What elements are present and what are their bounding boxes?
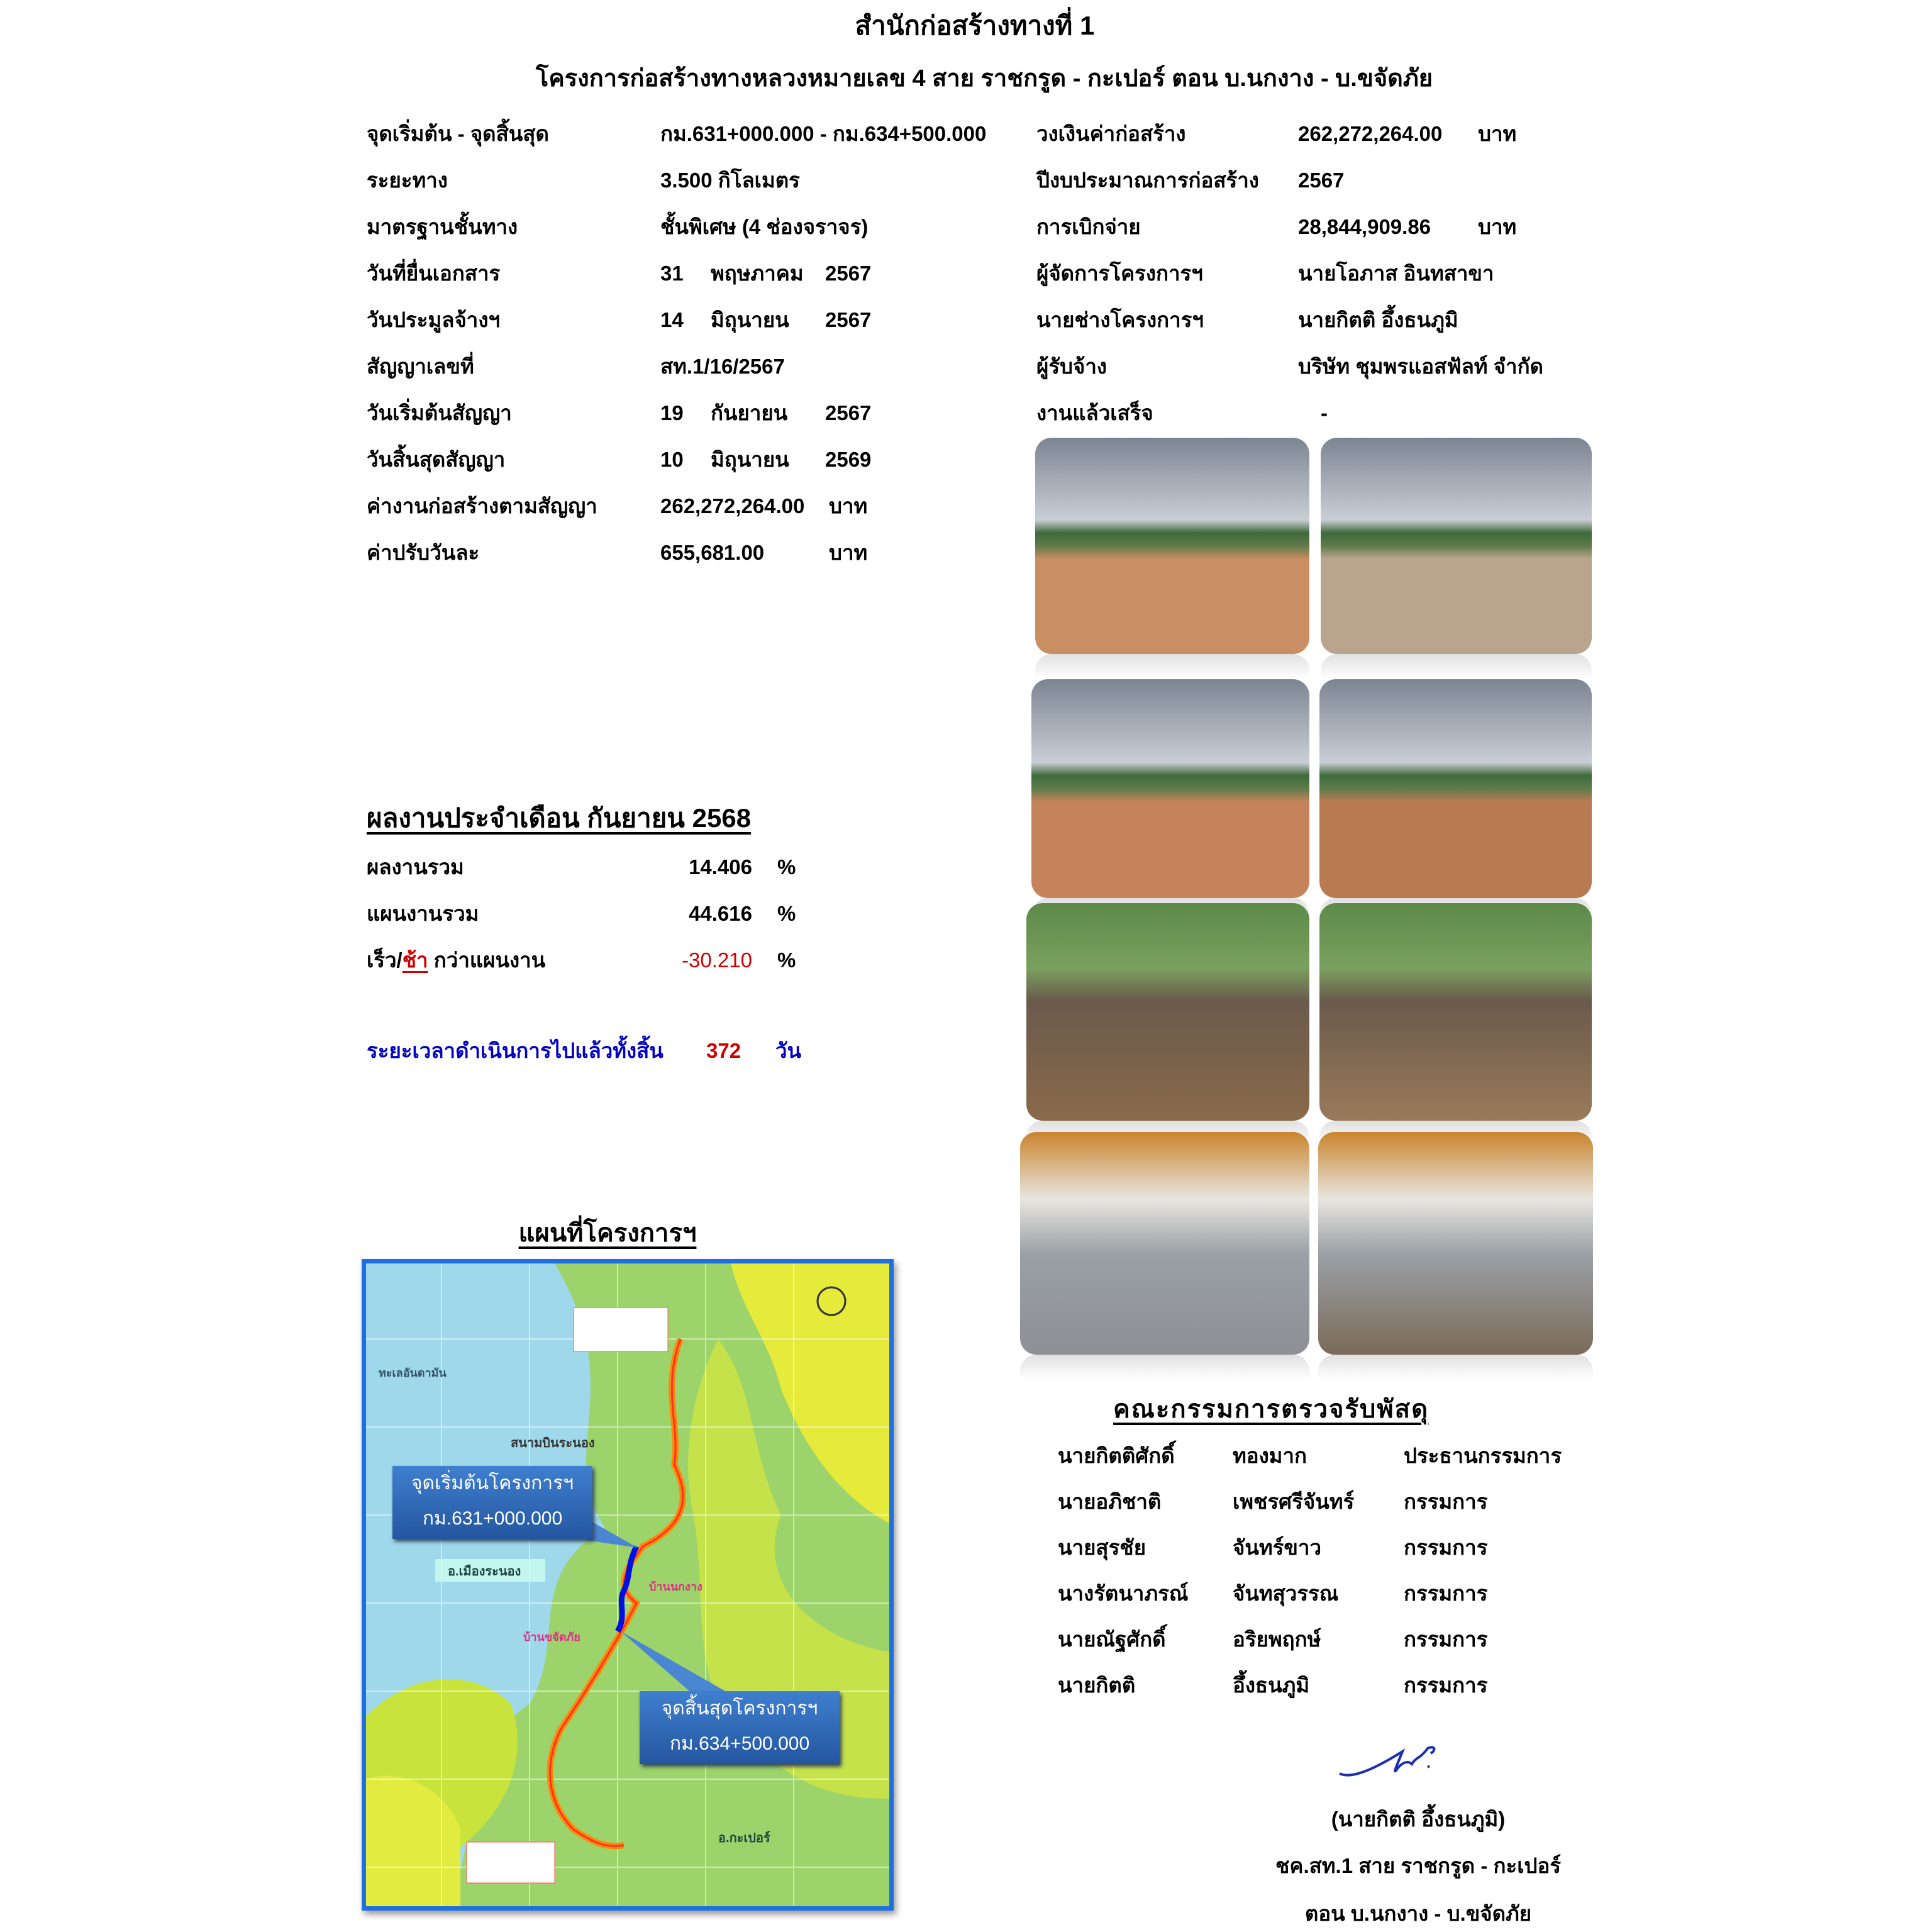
- info-day: 19: [660, 401, 684, 425]
- info-year: 2567: [825, 262, 872, 285]
- info-value: กม.631+000.000 - กม.634+500.000: [660, 122, 987, 145]
- info-label: นายช่างโครงการฯ: [1036, 308, 1204, 331]
- project-map: [362, 1259, 894, 1911]
- map-title: แผนที่โครงการฯ: [518, 1219, 697, 1247]
- map-graphic: [366, 1263, 894, 1911]
- info-label: สัญญาเลขที่: [367, 355, 474, 378]
- progress-label-rest: กว่าแผนงาน: [428, 948, 546, 972]
- info-label: วันสิ้นสุดสัญญา: [367, 448, 506, 471]
- member-last-name: จันทสุวรรณ: [1233, 1582, 1339, 1605]
- member-first-name: นายสุรชัย: [1058, 1536, 1146, 1559]
- signer-name: (นายกิตติ อึ้งธนภูมิ): [1331, 1807, 1506, 1831]
- duration-unit: วัน: [775, 1039, 802, 1062]
- info-value: ชั้นพิเศษ (4 ช่องจราจร): [660, 215, 869, 238]
- info-value: -: [1321, 401, 1328, 425]
- map-place-kapoe: อ.กะเปอร์: [718, 1831, 770, 1845]
- construction-photo: [1319, 679, 1592, 898]
- info-label: มาตรฐานชั้นทาง: [367, 215, 518, 238]
- info-label: ผู้จัดการโครงการฯ: [1036, 262, 1203, 285]
- info-value: 655,681.00: [660, 541, 765, 564]
- signer-position: ชค.สท.1 สาย ราชกรูด - กะเปอร์: [1275, 1854, 1561, 1877]
- info-month: มิถุนายน: [711, 448, 789, 471]
- map-end-callout: [640, 1691, 840, 1764]
- member-role: กรรมการ: [1404, 1490, 1488, 1513]
- member-first-name: นางรัตนาภรณ์: [1058, 1582, 1189, 1605]
- info-label: วันเริ่มต้นสัญญา: [367, 401, 512, 425]
- info-label: จุดเริ่มต้น - จุดสิ้นสุด: [367, 122, 549, 145]
- info-label: วันที่ยื่นเอกสาร: [367, 262, 501, 285]
- info-label: วงเงินค่าก่อสร้าง: [1036, 122, 1186, 145]
- member-role: ประธานกรรมการ: [1404, 1444, 1562, 1467]
- member-first-name: นายอภิชาติ: [1058, 1490, 1162, 1513]
- member-role: กรรมการ: [1404, 1628, 1488, 1651]
- info-year: 2567: [825, 308, 872, 331]
- info-value: นายโอภาส อินทสาขา: [1298, 262, 1494, 285]
- signer-section: ตอน บ.นกงาง - บ.ขจัดภัย: [1304, 1902, 1532, 1925]
- info-day: 10: [660, 448, 684, 471]
- construction-photo: [1321, 438, 1592, 654]
- info-label: งานแล้วเสร็จ: [1036, 401, 1153, 425]
- duration-label: ระยะเวลาดำเนินการไปแล้วทั้งสิ้น: [367, 1039, 663, 1062]
- member-role: กรรมการ: [1404, 1582, 1488, 1605]
- info-year: 2567: [825, 401, 872, 425]
- info-label: ปีงบประมาณการก่อสร้าง: [1036, 169, 1259, 192]
- member-role: กรรมการ: [1404, 1536, 1488, 1559]
- member-last-name: อึ้งธนภูมิ: [1233, 1674, 1310, 1697]
- map-place-muang: อ.เมืองระนอง: [448, 1565, 521, 1579]
- info-label: วันประมูลจ้างฯ: [367, 308, 500, 331]
- map-place-airport: สนามบินระนอง: [511, 1436, 595, 1450]
- info-value: สท.1/16/2567: [660, 355, 785, 378]
- member-last-name: อริยพฤกษ์: [1233, 1628, 1321, 1651]
- committee-title: คณะกรรมการตรวจรับพัสดุ: [1113, 1396, 1430, 1423]
- map-place-andaman: ทะเลอันดามัน: [379, 1367, 447, 1379]
- info-label: การเบิกจ่าย: [1036, 215, 1141, 238]
- progress-title: ผลงานประจำเดือน กันยายน 2568: [367, 803, 752, 833]
- info-unit: บาท: [1478, 122, 1517, 145]
- construction-photo: [1035, 438, 1309, 654]
- progress-label: ผลงานรวม: [367, 855, 464, 879]
- info-label: ระยะทาง: [367, 169, 448, 192]
- info-value: 262,272,264.00: [1298, 122, 1443, 145]
- member-last-name: เพชรศรีจันทร์: [1233, 1490, 1355, 1513]
- info-value: 2567: [1298, 169, 1345, 192]
- progress-unit: %: [777, 855, 796, 879]
- info-label: ค่างานก่อสร้างตามสัญญา: [367, 494, 597, 518]
- construction-photo: [1031, 679, 1309, 898]
- info-label: ผู้รับจ้าง: [1036, 355, 1107, 378]
- end-km: กม.634+500.000: [669, 1733, 810, 1754]
- member-first-name: นายณัฐศักดิ์: [1058, 1628, 1166, 1651]
- progress-label-fast: เร็ว/: [367, 948, 402, 972]
- map-place-nokngang: บ้านนกงาง: [649, 1580, 702, 1593]
- info-value: 28,844,909.86: [1298, 215, 1431, 238]
- map-start-callout: [392, 1466, 592, 1539]
- progress-value: -30.210: [682, 948, 752, 972]
- info-value: นายกิตติ อึ้งธนภูมิ: [1298, 308, 1458, 331]
- construction-photo: [1026, 903, 1309, 1121]
- start-km: กม.631+000.000: [422, 1508, 563, 1529]
- info-year: 2569: [825, 448, 872, 471]
- info-day: 14: [660, 308, 684, 331]
- info-day: 31: [660, 262, 684, 285]
- info-value: 262,272,264.00: [660, 494, 805, 518]
- construction-photo: [1318, 1132, 1593, 1355]
- member-role: กรรมการ: [1404, 1674, 1488, 1697]
- map-place-khachatphai: บ้านขจัดภัย: [523, 1631, 580, 1643]
- start-label: จุดเริ่มต้นโครงการฯ: [411, 1473, 574, 1494]
- progress-value: 14.406: [689, 855, 752, 879]
- progress-label-speed: [367, 950, 545, 970]
- info-month: มิถุนายน: [711, 308, 789, 331]
- project-title: โครงการก่อสร้างทางหลวงหมายเลข 4 สาย ราชกรูด - กะเปอร์ ตอน บ.นกงาง - บ.ขจัดภัย: [535, 65, 1433, 92]
- member-first-name: นายกิตติศักดิ์: [1058, 1444, 1175, 1467]
- end-label: จุดสิ้นสุดโครงการฯ: [661, 1698, 818, 1719]
- signature-image: [1333, 1736, 1459, 1786]
- info-label: ค่าปรับวันละ: [367, 541, 480, 564]
- info-month: พฤษภาคม: [711, 262, 804, 285]
- info-unit: บาท: [1478, 215, 1517, 238]
- construction-photo: [1319, 903, 1592, 1121]
- office-title: สำนักก่อสร้างทางที่ 1: [855, 11, 1095, 40]
- progress-unit: %: [777, 948, 796, 972]
- info-month: กันยายน: [711, 401, 788, 425]
- info-unit: บาท: [829, 541, 868, 564]
- progress-label-slow: ช้า: [402, 948, 428, 972]
- progress-label: แผนงานรวม: [367, 902, 479, 925]
- member-last-name: ทองมาก: [1233, 1444, 1307, 1467]
- member-first-name: นายกิตติ: [1058, 1674, 1136, 1697]
- info-value: 3.500 กิโลเมตร: [660, 169, 800, 192]
- progress-value: 44.616: [689, 902, 752, 925]
- member-last-name: จันทร์ขาว: [1233, 1536, 1321, 1559]
- info-unit: บาท: [829, 494, 868, 518]
- progress-unit: %: [777, 902, 796, 925]
- info-value: บริษัท ชุมพรแอสฟัลท์ จำกัด: [1298, 355, 1543, 378]
- duration-value: 372: [706, 1039, 741, 1062]
